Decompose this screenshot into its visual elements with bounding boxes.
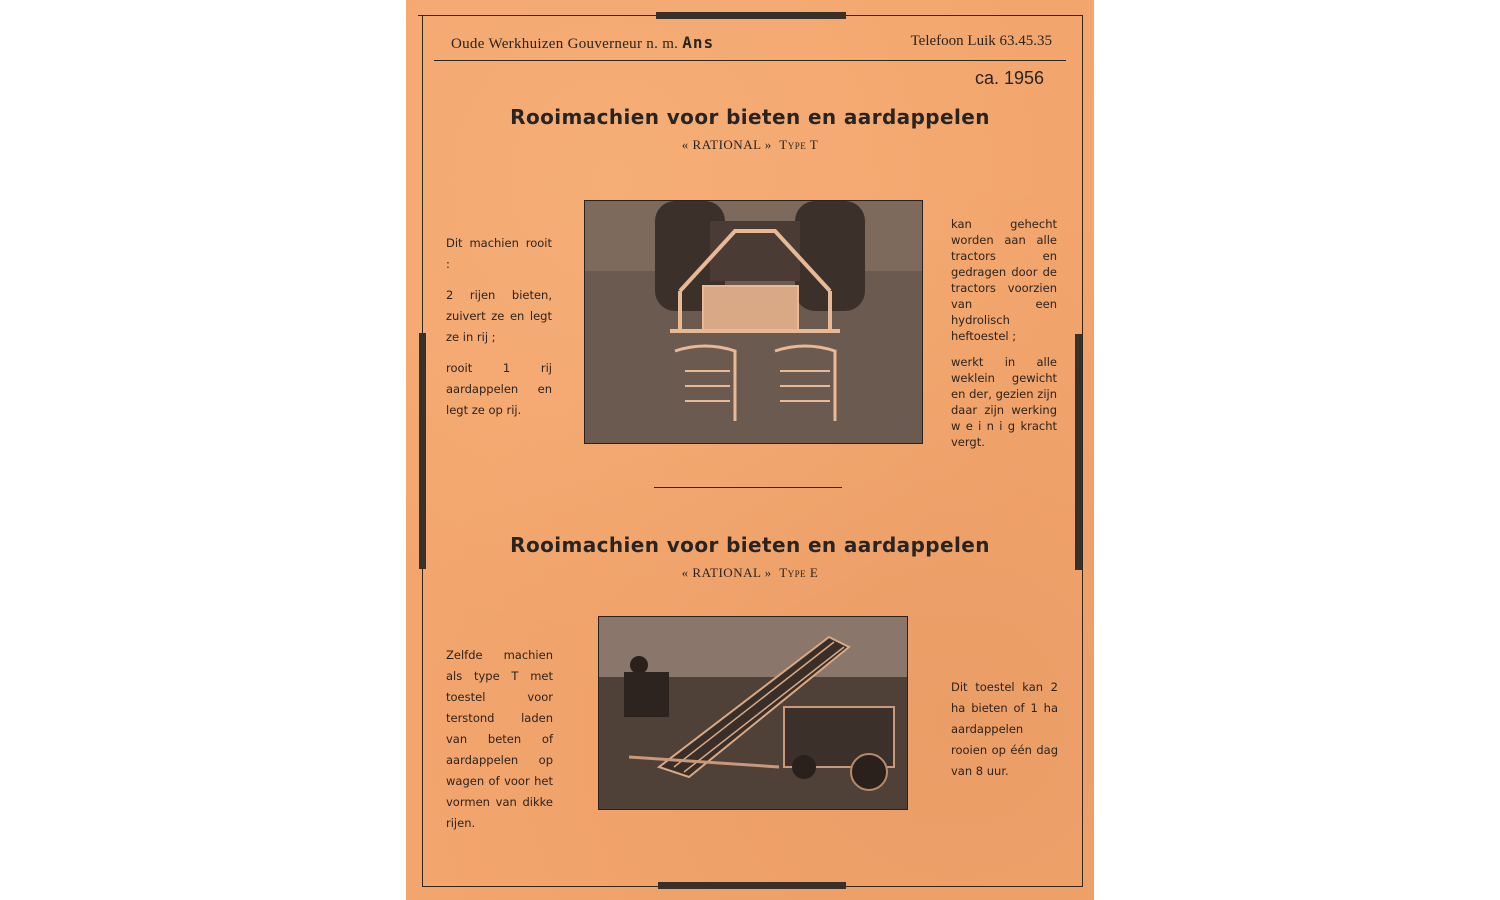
section-t-right-p2: werkt in alle weklein gewicht en der, gezien zijn daar zijn werking w e i n i g kracht vergt. xyxy=(951,355,1057,449)
photo-type-t-machine xyxy=(584,200,923,444)
document-page xyxy=(406,0,1094,900)
section-t-left-p1: 2 rijen bieten, zuivert ze en legt ze in rij ; xyxy=(446,288,552,344)
section-t-intro: Dit machien rooit : xyxy=(446,236,552,271)
section-e-left-p1: Zelfde machien als type T met toestel voor terstond laden van beten of aardappelen op wagen of voor het vormen van dikke rijen. xyxy=(446,648,553,830)
section-e-right-text xyxy=(951,677,1058,792)
top-rule-left xyxy=(418,15,668,16)
section-e-title: Rooimachien voor bieten en aardappelen xyxy=(510,533,990,557)
phone-number: Telefoon Luik 63.45.35 xyxy=(910,33,1052,49)
type-label: Type T xyxy=(779,137,819,152)
photo-type-e-machine xyxy=(598,616,908,810)
section-e-right-p1: Dit toestel kan 2 ha bieten of 1 ha aardappelen rooien op één dag van 8 uur. xyxy=(951,680,1058,778)
section-t-subtitle xyxy=(406,137,1094,153)
rational-label: « RATIONAL » xyxy=(681,565,772,580)
section-e-left-text xyxy=(446,645,553,844)
header-rule xyxy=(434,60,1066,61)
section-t-title: Rooimachien voor bieten en aardappelen xyxy=(510,105,990,129)
top-center-bar xyxy=(656,12,846,19)
section-divider xyxy=(654,487,842,488)
date-annotation: ca. 1956 xyxy=(974,68,1044,88)
bottom-center-bar xyxy=(658,882,846,889)
company-header xyxy=(451,33,714,53)
rational-label: « RATIONAL » xyxy=(681,137,772,152)
brand-name: Ans xyxy=(682,33,715,52)
section-t-left-text xyxy=(446,233,552,431)
section-e-subtitle xyxy=(406,565,1094,581)
section-t-right-p1: kan gehecht worden aan alle tractors en gedragen door de tractors voorzien van een hydrolisch heftoestel ; xyxy=(951,217,1057,343)
company-name: Oude Werkhuizen Gouverneur n. m. xyxy=(451,36,679,52)
top-rule-right xyxy=(846,15,1082,16)
section-t-right-text xyxy=(951,216,1057,460)
type-label: Type E xyxy=(779,565,819,580)
section-t-left-p2: rooit 1 rij aardappelen en legt ze op rij. xyxy=(446,361,552,417)
